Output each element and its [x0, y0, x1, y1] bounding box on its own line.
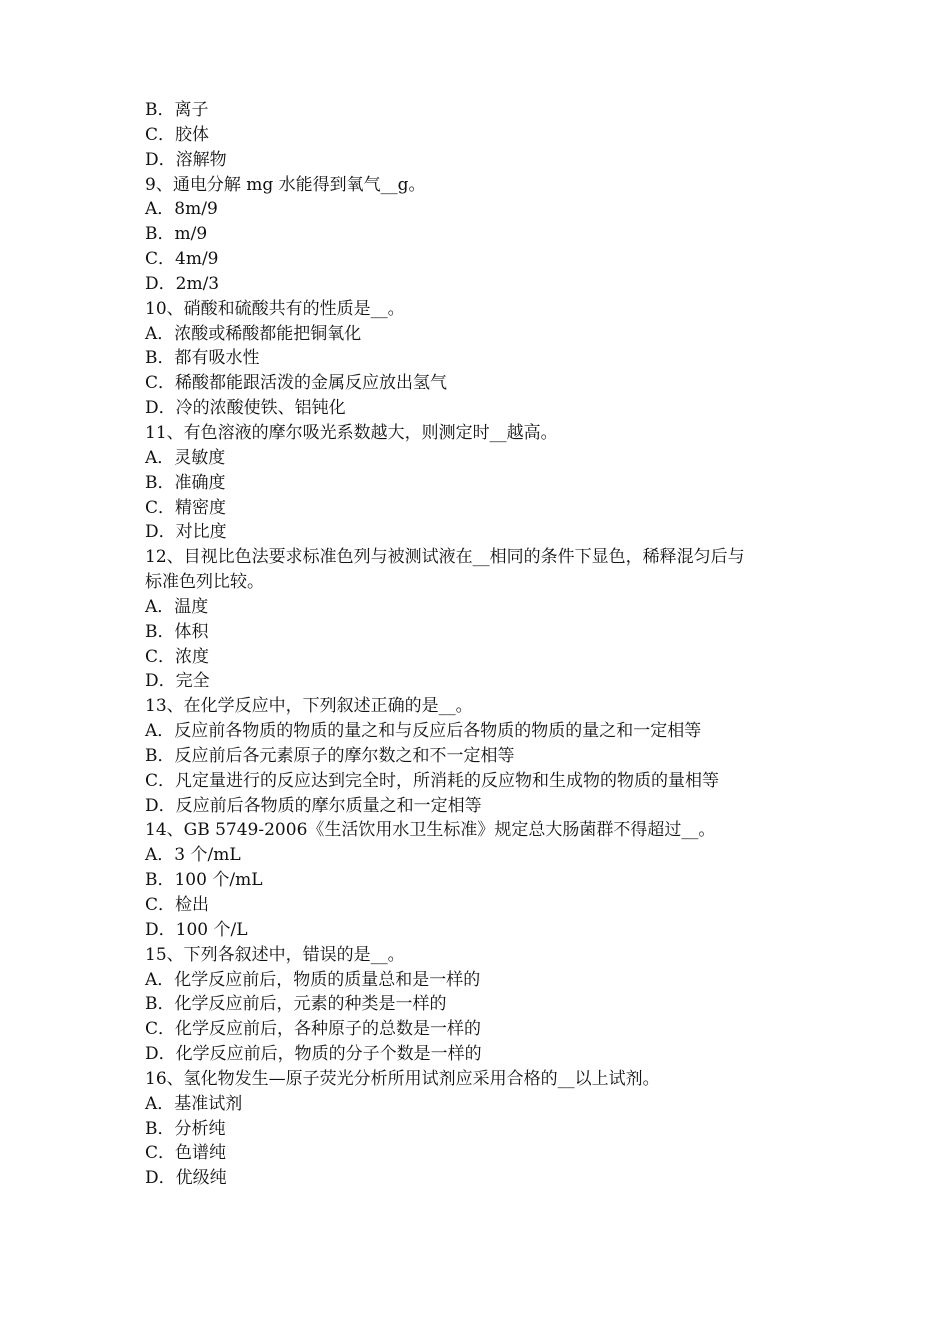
question-11: 11、有色溶液的摩尔吸光系数越大，则测定时__越高。 [145, 422, 558, 443]
text-line: A．温度 [145, 596, 209, 617]
question-14: 14、GB 5749-2006《生活饮用水卫生标准》规定总大肠菌群不得超过__。 [145, 820, 716, 841]
text-line: C．色谱纯 [145, 1143, 227, 1164]
text-line: A．浓酸或稀酸都能把铜氧化 [145, 323, 362, 344]
text-line: B．体积 [145, 621, 209, 642]
question-12: 12、目视比色法要求标准色列与被测试液在__相同的条件下显色，稀释混匀后与 [145, 547, 745, 568]
text-line: 标准色列比较。 [145, 572, 264, 593]
text-line: B．都有吸水性 [145, 348, 260, 369]
text-line: C．胶体 [145, 124, 210, 145]
text-line: D．100 个/L [145, 919, 248, 940]
text-line: B．化学反应前后，元素的种类是一样的 [145, 994, 447, 1015]
text-line: D．化学反应前后，物质的分子个数是一样的 [145, 1044, 482, 1065]
text-line: D．对比度 [145, 522, 227, 543]
text-line: D．2m/3 [145, 273, 220, 294]
text-line: C．精密度 [145, 497, 227, 518]
text-line: B．100 个/mL [145, 870, 263, 891]
text-line: D．冷的浓酸使铁、铝钝化 [145, 398, 346, 419]
text-line: D．反应前后各物质的摩尔质量之和一定相等 [145, 795, 482, 816]
text-line: C．浓度 [145, 646, 210, 667]
text-line: B．分析纯 [145, 1118, 226, 1139]
text-line: C．化学反应前后，各种原子的总数是一样的 [145, 1019, 482, 1040]
text-line: B．反应前后各元素原子的摩尔数之和不一定相等 [145, 745, 515, 766]
text-line: B．离子 [145, 100, 209, 120]
text-line: C．检出 [145, 895, 210, 915]
text-line: A．灵敏度 [145, 447, 226, 468]
text-line: D．完全 [145, 671, 210, 692]
question-15: 15、下列各叙述中，错误的是__。 [145, 944, 405, 965]
text-line: B．m/9 [145, 224, 208, 245]
text-line: C．凡定量进行的反应达到完全时，所消耗的反应物和生成物的物质的量相等 [145, 770, 720, 791]
question-9: 9、通电分解 mg 水能得到氧气__g。 [145, 174, 426, 195]
question-13: 13、在化学反应中，下列叙述正确的是__。 [145, 696, 473, 717]
text-line: B．准确度 [145, 472, 226, 493]
text-line: D．溶解物 [145, 149, 227, 170]
text-line: A．8m/9 [145, 199, 218, 220]
question-16: 16、氢化物发生—原子荧光分析所用试剂应采用合格的__以上试剂。 [145, 1068, 660, 1089]
text-line: D．优级纯 [145, 1168, 227, 1189]
text-line: C．稀酸都能跟活泼的金属反应放出氢气 [145, 373, 448, 394]
question-text-block [145, 98, 825, 1191]
text-line: A．化学反应前后，物质的质量总和是一样的 [145, 969, 481, 990]
text-line: A．基准试剂 [145, 1093, 243, 1114]
text-line: A．反应前各物质的物质的量之和与反应后各物质的物质的量之和一定相等 [145, 721, 702, 742]
text-line: A．3 个/mL [145, 845, 241, 866]
text-line: C．4m/9 [145, 249, 219, 270]
question-10: 10、硝酸和硫酸共有的性质是__。 [145, 298, 405, 319]
